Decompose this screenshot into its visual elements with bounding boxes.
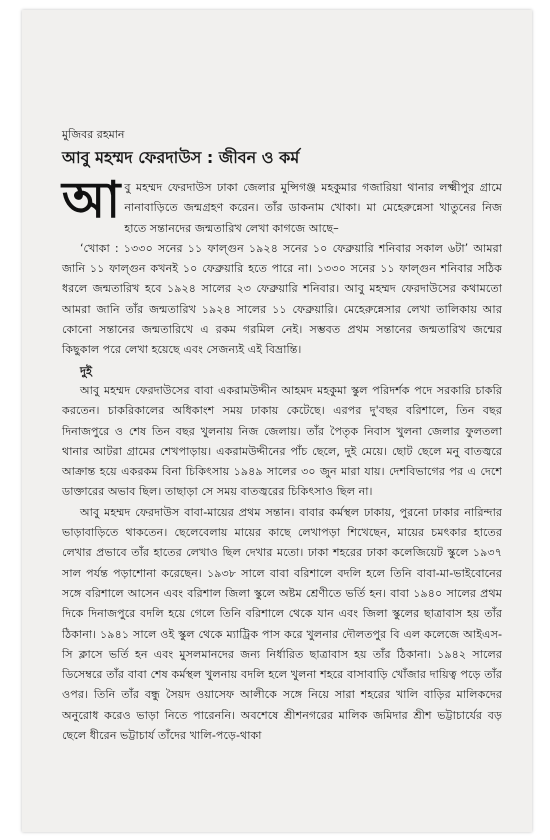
- paragraph-intro-text: বু মহম্মদ ফেরদাউস ঢাকা জেলার মুন্সিগঞ্জ মহকুমার গজারিয়া থানার লক্ষ্মীপুর গ্রামে নানাবাড়িতে জন্মগ্রহণ করেন। তাঁর ডাকনাম খোকা। মা মেহেরুন্নেসা খাতুনের নিজ হাতে সন্তানদের জন্মতারিখ লেখা কাগজে আছে–: [124, 181, 502, 235]
- paragraph-intro: [62, 171, 502, 239]
- article-title: আবু মহম্মদ ফেরদাউস : জীবন ও কর্ম: [62, 148, 300, 167]
- paragraph-father: আবু মহম্মদ ফেরদাউসের বাবা একরামউদ্দীন আহমদ মহকুমা স্কুল পরিদর্শক পদে সরকারি চাকরি করতেন। চাকরিকালের অধিকাংশ সময় ঢাকায় কেটেছে। এরপর দু'বছর বরিশালে, তিন বছর দিনাজপুরে ও শেষ তিন বছর খুলনায় নিজ জেলায়। তাঁর পৈতৃক নিবাস খুলনা জেলার ফুলতলা থানার আটরা গ্রামের শেখপাড়ায়। একরামউদ্দীনের পাঁচ ছেলে, দুই মেয়ে। ছোট ছেলে মনু বাতজ্বরে আক্রান্ত হয়ে একরকম বিনা চিকিৎসায় ১৯৪৯ সালের ৩০ জুন মারা যায়। দেশবিভাগের পর এ দেশে ডাক্তারের অভাব ছিল। তাছাড়া সে সময় বাতজ্বরের চিকিৎসাও ছিল না।: [62, 383, 502, 499]
- paragraph-birthdate: ‘খোকা : ১৩৩০ সনের ১১ ফাল্গুন ১৯২৪ সনের ১০ ফেব্রুয়ারি শনিবার সকাল ৬টা’ আমরা জানি ১১ ফাল্গুন কখনই ১০ ফেব্রুয়ারি হতে পারে না। ১৩৩০ সনের ১১ ফাল্গুন শনিবার সঠিক ধরলে জন্মতারিখ হবে ১৯২৪ সালের ২৩ ফেব্রুয়ারি শনিবার। আবু মহম্মদ ফেরদাউসের কথামতো আমরা জানি তাঁর জন্মতারিখ ১৯২৪ সালের ১১ ফেব্রুয়ারি। মেহেরুন্নেসার লেখা তালিকায় আর কোনো সন্তানের জন্মতারিখে এ রকম গরমিল নেই। সম্ভবত প্রথম সন্তানের জন্মতারিখ জন্মের কিছুকাল পরে লেখা হয়েছে এবং সেজন্যই এই বিভ্রান্তি।: [62, 241, 502, 357]
- author-name: মুজিবর রহমান: [62, 128, 125, 141]
- paragraph-childhood: আবু মহম্মদ ফেরদাউস বাবা-মায়ের প্রথম সন্তান। বাবার কর্মস্থল ঢাকায়, পুরনো ঢাকার নারিন্দার ভাড়াবাড়িতে থাকতেন। ছেলেবেলায় মায়ের কাছে লেখাপড়া শিখেছেন, মায়ের চমৎকার হাতের লেখার প্রভাবে তাঁর হাতের লেখাও ছিল দেখার মতো। ঢাকা শহরের ঢাকা কলেজিয়েট স্কুলে ১৯৩৭ সাল পর্যন্ত পড়াশোনা করেছেন। ১৯৩৮ সালে বাবা বরিশালে বদলি হলে তিনি বাবা-মা-ভাইবোনের সঙ্গে বরিশালে আসেন এবং বরিশাল জিলা স্কুলে অষ্টম শ্রেণীতে ভর্তি হন। বাবা ১৯৪০ সালের প্রথম দিকে দিনাজপুরে বদলি হয়ে গেলে তিনি বরিশালে থেকে যান এবং জিলা স্কুলের ছাত্রাবাস হয় তাঁর ঠিকানা। ১৯৪১ সালে ওই স্কুল থেকে ম্যাট্রিক পাস করে খুলনার দৌলতপুর বি এল কলেজে আইএস-সি ক্লাসে ভর্তি হন এবং মুসলমানদের জন্য নির্ধারিত ছাত্রাবাস হয় তাঁর ঠিকানা। ১৯৪২ সালের ডিসেম্বরে তাঁর বাবা শেষ কর্মস্থল খুলনায় বদলি হলে খুলনা শহরে বাসাবাড়ি খোঁজার দায়িত্ব পড়ে তাঁর ওপর। তিনি তাঁর বন্ধু সৈয়দ ওয়াসেফ আলীকে সঙ্গে নিয়ে সারা শহরের খালি বাড়ির মালিকদের অনুরোধ করেও ভাড়া নিতে পারেননি। অবশেষে শ্রীশনগরের মালিক জমিদার শ্রীশ ভট্টাচার্যের বড় ছেলে ধীরেন ভট্টাচার্য তাঁদের খালি-পড়ে-থাকা: [62, 505, 502, 743]
- article-body: [62, 171, 502, 746]
- section-heading-two: দুই: [80, 363, 93, 378]
- drop-cap: আ: [62, 171, 121, 229]
